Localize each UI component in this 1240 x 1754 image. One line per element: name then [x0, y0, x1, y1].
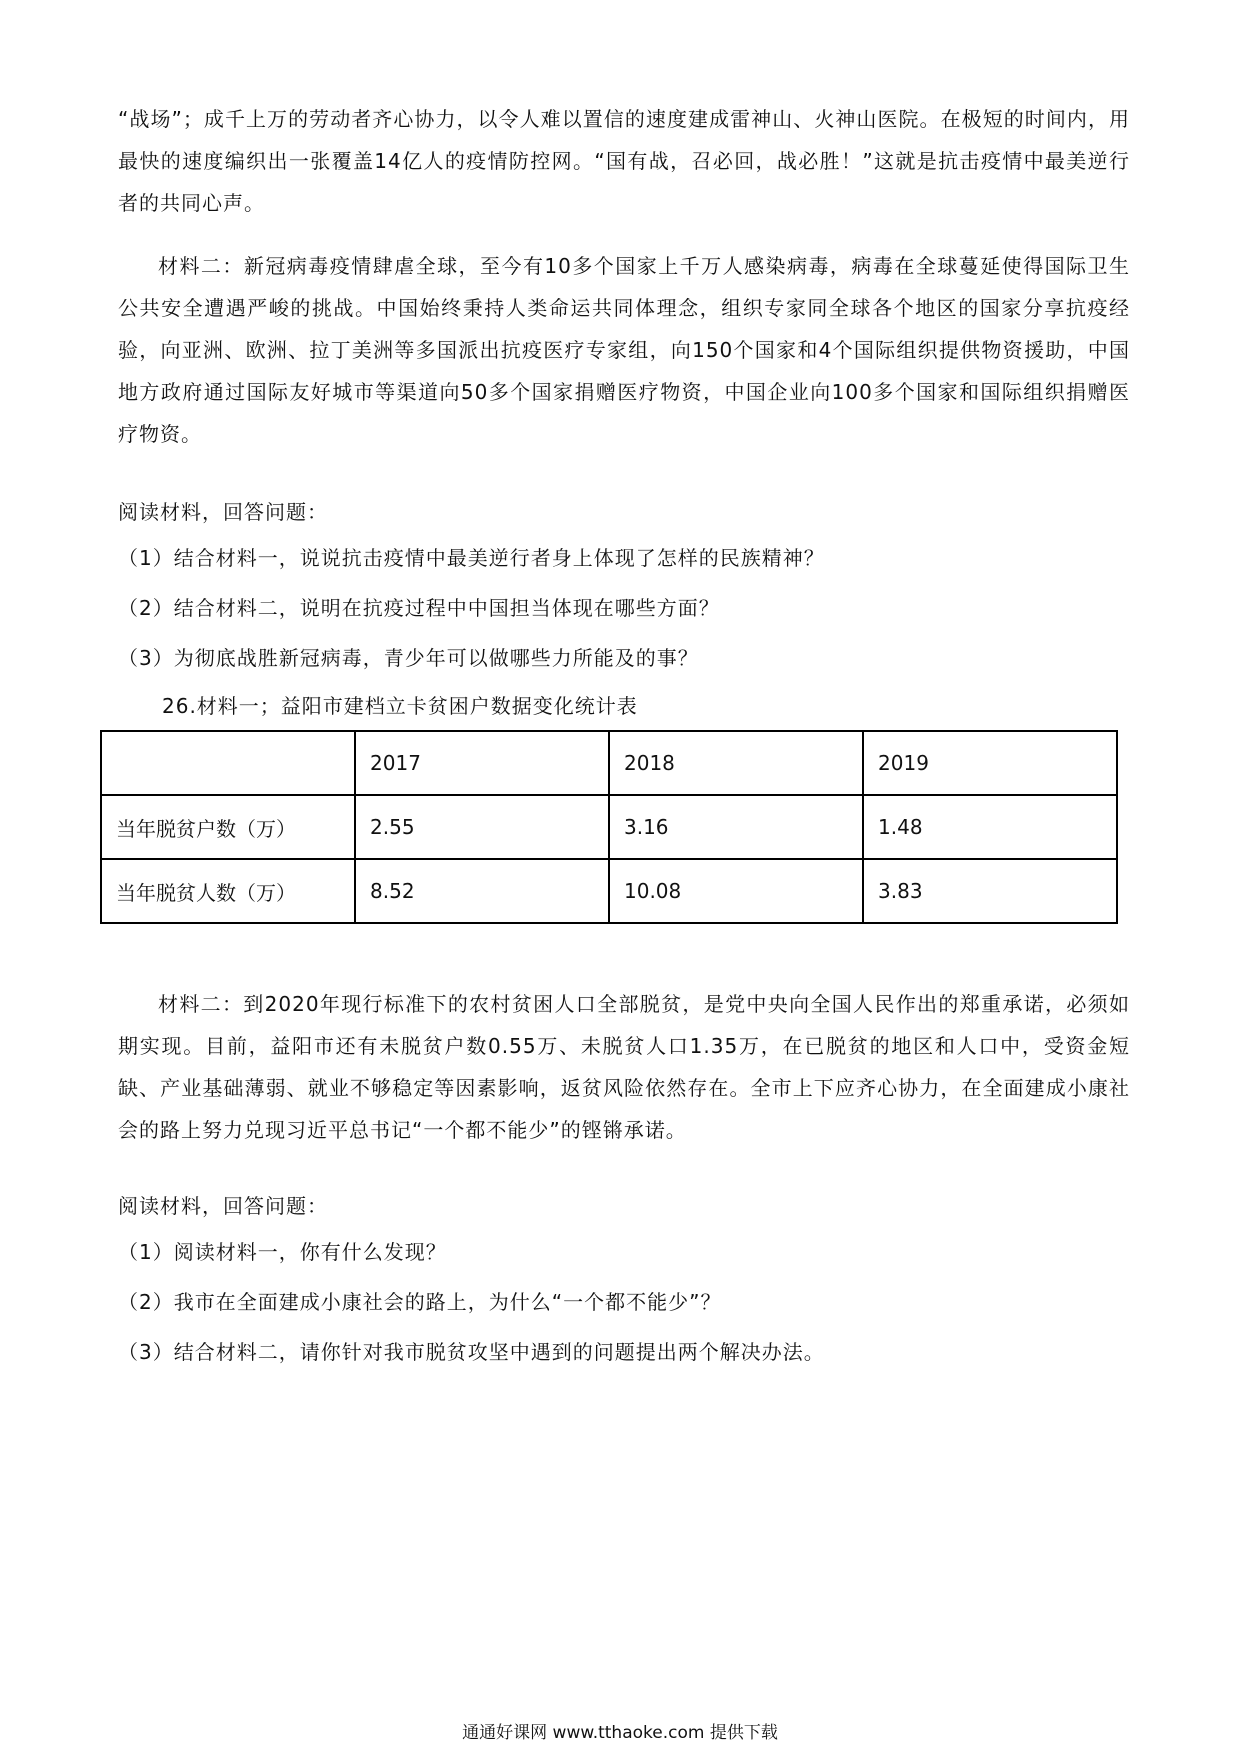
q25-question-2: （2）结合材料二，说明在抗疫过程中中国担当体现在哪些方面？: [118, 596, 720, 620]
table-header-cell: 2019: [863, 731, 1117, 795]
q26-prompt: 阅读材料，回答问题：: [118, 1194, 328, 1218]
q26-question-2: （2）我市在全面建成小康社会的路上，为什么“一个都不能少”？: [118, 1290, 722, 1314]
material1-continuation: “战场”；成千上万的劳动者齐心协力，以令人难以置信的速度建成雷神山、火神山医院。在极短的时间内，用最快的速度编织出一张覆盖14亿人的疫情防控网。“国有战，召必回，战必胜！”这就是抗击疫情中最美逆行者的共同心声。: [118, 107, 1130, 215]
q26-material1-title: 26.材料一；益阳市建档立卡贫困户数据变化统计表: [162, 694, 638, 718]
table-header-cell: [101, 731, 355, 795]
table-row: [101, 859, 1117, 923]
table-cell: 10.08: [609, 859, 863, 923]
q26-question-3: （3）结合材料二，请你针对我市脱贫攻坚中遇到的问题提出两个解决办法。: [118, 1340, 825, 1364]
table-row: [101, 795, 1117, 859]
q25-question-3: （3）为彻底战胜新冠病毒，青少年可以做哪些力所能及的事？: [118, 646, 699, 670]
material2-paragraph: 材料二：新冠病毒疫情肆虐全球，至今有10多个国家上千万人感染病毒，病毒在全球蔓延使得国际卫生公共安全遭遇严峻的挑战。中国始终秉持人类命运共同体理念，组织专家同全球各个地区的国家分享抗疫经验，向亚洲、欧洲、拉丁美洲等多国派出抗疫医疗专家组，向150个国家和4个国际组织提供物资援助，中国地方政府通过国际友好城市等渠道向50多个国家捐赠医疗物资，中国企业向100多个国家和国际组织捐赠医疗物资。: [118, 254, 1130, 446]
table-header-row: [101, 731, 1117, 795]
q25-prompt: 阅读材料，回答问题：: [118, 500, 328, 524]
table-cell: 2.55: [355, 795, 609, 859]
table-cell: 当年脱贫人数（万）: [101, 859, 355, 923]
q25-question-1: （1）结合材料一，说说抗击疫情中最美逆行者身上体现了怎样的民族精神？: [118, 546, 825, 570]
page-footer: 通通好课网 www.tthaoke.com 提供下载: [462, 1723, 778, 1743]
table-cell: 当年脱贫户数（万）: [101, 795, 355, 859]
poverty-statistics-table: [100, 730, 1118, 924]
q26-question-1: （1）阅读材料一，你有什么发现？: [118, 1240, 447, 1264]
table-header-cell: 2017: [355, 731, 609, 795]
table-cell: 3.83: [863, 859, 1117, 923]
table-cell: 8.52: [355, 859, 609, 923]
table-header-cell: 2018: [609, 731, 863, 795]
table-cell: 3.16: [609, 795, 863, 859]
q26-material2-paragraph: 材料二：到2020年现行标准下的农村贫困人口全部脱贫，是党中央向全国人民作出的郑重承诺，必须如期实现。目前，益阳市还有未脱贫户数0.55万、未脱贫人口1.35万，在已脱贫的地区和人口中，受资金短缺、产业基础薄弱、就业不够稳定等因素影响，返贫风险依然存在。全市上下应齐心协力，在全面建成小康社会的路上努力兑现习近平总书记“一个都不能少”的铿锵承诺。: [118, 992, 1130, 1142]
table-cell: 1.48: [863, 795, 1117, 859]
